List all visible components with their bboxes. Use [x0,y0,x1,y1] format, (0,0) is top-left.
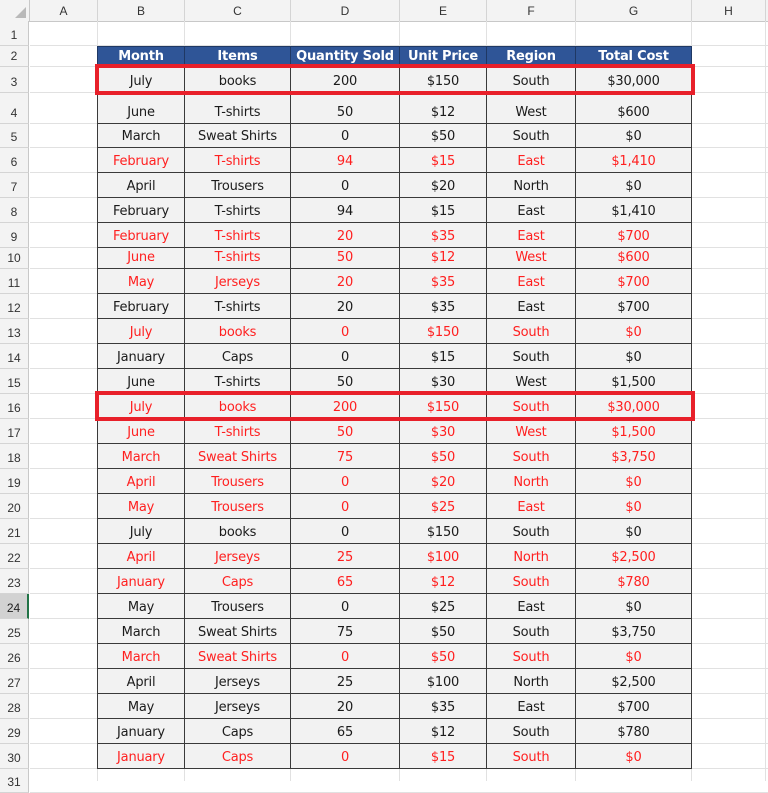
cell-items[interactable]: Caps [185,344,291,369]
cell-region[interactable]: South [487,519,576,544]
cell-items[interactable]: Caps [185,719,291,744]
cell-month[interactable]: February [97,223,185,248]
cell-items[interactable]: T-shirts [185,223,291,248]
cell-total-cost[interactable]: $30,000 [576,394,692,419]
cell-unit-price[interactable]: $25 [400,594,487,619]
cell-total-cost[interactable]: $1,500 [576,419,692,444]
cell-unit-price[interactable]: $35 [400,294,487,319]
cell-total-cost[interactable]: $600 [576,248,692,269]
cell-quantity-sold[interactable]: 0 [291,644,400,669]
cell-unit-price[interactable]: $50 [400,619,487,644]
cell-unit-price[interactable]: $12 [400,248,487,269]
cell-quantity-sold[interactable]: 50 [291,93,400,124]
cell-month[interactable]: July [97,67,185,93]
row-header-21[interactable]: 21 [0,519,29,544]
column-header-b[interactable]: B [98,0,185,21]
cell-month[interactable]: April [97,669,185,694]
cell-month[interactable]: January [97,719,185,744]
cell-region[interactable]: East [487,694,576,719]
cell-unit-price[interactable]: $30 [400,369,487,394]
cell-unit-price[interactable]: $150 [400,519,487,544]
cell-month[interactable]: July [97,319,185,344]
cell-region[interactable]: West [487,248,576,269]
cell-items[interactable]: T-shirts [185,419,291,444]
cell-month[interactable]: May [97,269,185,294]
cell-unit-price[interactable]: $50 [400,124,487,148]
row-header-3[interactable]: 3 [0,67,29,93]
row-header-7[interactable]: 7 [0,173,29,198]
cell-quantity-sold[interactable]: 0 [291,469,400,494]
cell-month[interactable]: April [97,173,185,198]
cell-month[interactable]: February [97,198,185,223]
cell-items[interactable]: books [185,394,291,419]
cell-items[interactable]: books [185,519,291,544]
cell-total-cost[interactable]: $0 [576,644,692,669]
cell-month[interactable]: March [97,444,185,469]
table-header-total-cost[interactable]: Total Cost [576,46,692,67]
row-header-13[interactable]: 13 [0,319,29,344]
cell-quantity-sold[interactable]: 94 [291,198,400,223]
cell-quantity-sold[interactable]: 0 [291,319,400,344]
column-header-d[interactable]: D [291,0,400,21]
cell-unit-price[interactable]: $20 [400,469,487,494]
cell-region[interactable]: West [487,369,576,394]
cell-total-cost[interactable]: $700 [576,223,692,248]
cell-month[interactable]: February [97,148,185,173]
cell-items[interactable]: Sweat Shirts [185,619,291,644]
cell-unit-price[interactable]: $12 [400,569,487,594]
cell-quantity-sold[interactable]: 65 [291,719,400,744]
cell-unit-price[interactable]: $150 [400,67,487,93]
cell-unit-price[interactable]: $12 [400,93,487,124]
cell-items[interactable]: Sweat Shirts [185,444,291,469]
cell-region[interactable]: East [487,594,576,619]
cell-total-cost[interactable]: $2,500 [576,544,692,569]
cell-items[interactable]: books [185,319,291,344]
row-header-24[interactable]: 24 [0,594,29,619]
cell-items[interactable]: Trousers [185,594,291,619]
cell-quantity-sold[interactable]: 20 [291,223,400,248]
cell-month[interactable]: July [97,519,185,544]
cell-items[interactable]: books [185,67,291,93]
cell-unit-price[interactable]: $35 [400,269,487,294]
cell-items[interactable]: T-shirts [185,93,291,124]
row-header-26[interactable]: 26 [0,644,29,669]
row-header-6[interactable]: 6 [0,148,29,173]
cell-items[interactable]: Jerseys [185,269,291,294]
row-header-10[interactable]: 10 [0,248,29,269]
cell-total-cost[interactable]: $700 [576,294,692,319]
cell-unit-price[interactable]: $100 [400,544,487,569]
cell-items[interactable]: T-shirts [185,294,291,319]
row-header-29[interactable]: 29 [0,719,29,744]
cell-unit-price[interactable]: $50 [400,444,487,469]
table-header-unit-price[interactable]: Unit Price [400,46,487,67]
gridline [765,21,766,781]
cell-month[interactable]: April [97,544,185,569]
cell-unit-price[interactable]: $15 [400,148,487,173]
cell-total-cost[interactable]: $0 [576,173,692,198]
cell-unit-price[interactable]: $20 [400,173,487,198]
cell-region[interactable]: East [487,223,576,248]
cell-items[interactable]: Caps [185,744,291,769]
table-header-month[interactable]: Month [97,46,185,67]
cell-total-cost[interactable]: $0 [576,744,692,769]
cell-items[interactable]: Trousers [185,173,291,198]
cell-region[interactable]: South [487,619,576,644]
cell-items[interactable]: Jerseys [185,544,291,569]
cell-quantity-sold[interactable]: 75 [291,444,400,469]
cell-quantity-sold[interactable]: 75 [291,619,400,644]
cell-quantity-sold[interactable]: 50 [291,419,400,444]
cell-unit-price[interactable]: $25 [400,494,487,519]
cell-month[interactable]: January [97,344,185,369]
cell-unit-price[interactable]: $15 [400,344,487,369]
cell-total-cost[interactable]: $1,410 [576,198,692,223]
cell-unit-price[interactable]: $15 [400,744,487,769]
row-header-9[interactable]: 9 [0,223,29,248]
cell-month[interactable]: May [97,494,185,519]
row-header-19[interactable]: 19 [0,469,29,494]
cell-total-cost[interactable]: $700 [576,694,692,719]
cell-total-cost[interactable]: $0 [576,319,692,344]
row-header-11[interactable]: 11 [0,269,29,294]
cell-quantity-sold[interactable]: 0 [291,594,400,619]
cell-total-cost[interactable]: $0 [576,124,692,148]
cell-month[interactable]: June [97,248,185,269]
cell-unit-price[interactable]: $12 [400,719,487,744]
cell-month[interactable]: May [97,594,185,619]
row-header-12[interactable]: 12 [0,294,29,319]
cell-region[interactable]: West [487,419,576,444]
select-all-button[interactable] [0,0,30,21]
cell-region[interactable]: North [487,173,576,198]
cell-month[interactable]: May [97,694,185,719]
cell-quantity-sold[interactable]: 94 [291,148,400,173]
cell-items[interactable]: Sweat Shirts [185,124,291,148]
cell-unit-price[interactable]: $50 [400,644,487,669]
column-header-e[interactable]: E [400,0,487,21]
cell-region[interactable]: East [487,198,576,223]
row-header-27[interactable]: 27 [0,669,29,694]
cell-quantity-sold[interactable]: 0 [291,494,400,519]
cell-total-cost[interactable]: $0 [576,494,692,519]
row-header-16[interactable]: 16 [0,394,29,419]
cell-quantity-sold[interactable]: 0 [291,519,400,544]
cell-region[interactable]: South [487,319,576,344]
cell-items[interactable]: Trousers [185,494,291,519]
column-header-f[interactable]: F [487,0,576,21]
cell-items[interactable]: Trousers [185,469,291,494]
cell-total-cost[interactable]: $1,410 [576,148,692,173]
cell-month[interactable]: January [97,744,185,769]
cell-region[interactable]: North [487,469,576,494]
cell-items[interactable]: T-shirts [185,248,291,269]
row-header-2[interactable]: 2 [0,46,29,67]
cell-month[interactable]: June [97,419,185,444]
cell-items[interactable]: T-shirts [185,369,291,394]
cell-region[interactable]: West [487,93,576,124]
column-header-g[interactable]: G [576,0,692,21]
cell-unit-price[interactable]: $150 [400,319,487,344]
cell-quantity-sold[interactable]: 200 [291,394,400,419]
cell-quantity-sold[interactable]: 200 [291,67,400,93]
cell-region[interactable]: South [487,444,576,469]
cell-region[interactable]: North [487,669,576,694]
cell-items[interactable]: Jerseys [185,669,291,694]
cell-unit-price[interactable]: $35 [400,694,487,719]
cell-items[interactable]: T-shirts [185,148,291,173]
row-header-30[interactable]: 30 [0,744,29,769]
cell-unit-price[interactable]: $15 [400,198,487,223]
row-header-8[interactable]: 8 [0,198,29,223]
cell-region[interactable]: South [487,569,576,594]
cell-month[interactable]: March [97,124,185,148]
cell-items[interactable]: Jerseys [185,694,291,719]
cell-month[interactable]: February [97,294,185,319]
cell-total-cost[interactable]: $3,750 [576,444,692,469]
cell-month[interactable]: March [97,644,185,669]
cell-quantity-sold[interactable]: 20 [291,294,400,319]
cell-total-cost[interactable]: $700 [576,269,692,294]
table-header-region[interactable]: Region [487,46,576,67]
row-header-28[interactable]: 28 [0,694,29,719]
cell-region[interactable]: South [487,744,576,769]
cell-region[interactable]: South [487,719,576,744]
row-header-14[interactable]: 14 [0,344,29,369]
row-header-17[interactable]: 17 [0,419,29,444]
cell-month[interactable]: July [97,394,185,419]
cell-region[interactable]: South [487,124,576,148]
cell-quantity-sold[interactable]: 50 [291,369,400,394]
cell-quantity-sold[interactable]: 25 [291,669,400,694]
column-header-a[interactable]: A [30,0,98,21]
row-header-4[interactable]: 4 [0,93,29,124]
cell-region[interactable]: North [487,544,576,569]
cell-total-cost[interactable]: $0 [576,519,692,544]
cell-quantity-sold[interactable]: 20 [291,694,400,719]
cell-total-cost[interactable]: $780 [576,719,692,744]
table-header-items[interactable]: Items [185,46,291,67]
cell-region[interactable]: South [487,644,576,669]
cell-quantity-sold[interactable]: 0 [291,173,400,198]
cell-month[interactable]: June [97,369,185,394]
cell-quantity-sold[interactable]: 0 [291,344,400,369]
cell-unit-price[interactable]: $150 [400,394,487,419]
row-header-20[interactable]: 20 [0,494,29,519]
cell-unit-price[interactable]: $30 [400,419,487,444]
select-all-triangle-icon [15,7,26,18]
row-header-1[interactable]: 1 [0,21,29,46]
cell-month[interactable]: April [97,469,185,494]
cell-quantity-sold[interactable]: 0 [291,744,400,769]
cell-region[interactable]: East [487,494,576,519]
cell-total-cost[interactable]: $0 [576,469,692,494]
cell-items[interactable]: Caps [185,569,291,594]
cell-quantity-sold[interactable]: 0 [291,124,400,148]
cell-total-cost[interactable]: $600 [576,93,692,124]
column-header-c[interactable]: C [185,0,291,21]
cell-total-cost[interactable]: $0 [576,594,692,619]
cell-quantity-sold[interactable]: 50 [291,248,400,269]
cell-region[interactable]: South [487,394,576,419]
cell-month[interactable]: March [97,619,185,644]
cell-total-cost[interactable]: $780 [576,569,692,594]
cell-month[interactable]: June [97,93,185,124]
row-header-23[interactable]: 23 [0,569,29,594]
row-header-22[interactable]: 22 [0,544,29,569]
cell-region[interactable]: East [487,269,576,294]
cell-region[interactable]: East [487,294,576,319]
row-header-25[interactable]: 25 [0,619,29,644]
cell-region[interactable]: East [487,148,576,173]
cell-unit-price[interactable]: $100 [400,669,487,694]
column-header-h[interactable]: H [692,0,766,21]
cell-region[interactable]: South [487,67,576,93]
cell-month[interactable]: January [97,569,185,594]
table-header-quantity-sold[interactable]: Quantity Sold [291,46,400,67]
cell-items[interactable]: T-shirts [185,198,291,223]
cell-total-cost[interactable]: $3,750 [576,619,692,644]
row-header-18[interactable]: 18 [0,444,29,469]
row-header-31[interactable]: 31 [0,769,29,793]
cell-quantity-sold[interactable]: 20 [291,269,400,294]
cell-region[interactable]: South [487,344,576,369]
row-header-5[interactable]: 5 [0,124,29,148]
cell-total-cost[interactable]: $1,500 [576,369,692,394]
cell-unit-price[interactable]: $35 [400,223,487,248]
cell-quantity-sold[interactable]: 25 [291,544,400,569]
cell-quantity-sold[interactable]: 65 [291,569,400,594]
cell-total-cost[interactable]: $0 [576,344,692,369]
cell-total-cost[interactable]: $30,000 [576,67,692,93]
row-header-15[interactable]: 15 [0,369,29,394]
cell-total-cost[interactable]: $2,500 [576,669,692,694]
cell-items[interactable]: Sweat Shirts [185,644,291,669]
